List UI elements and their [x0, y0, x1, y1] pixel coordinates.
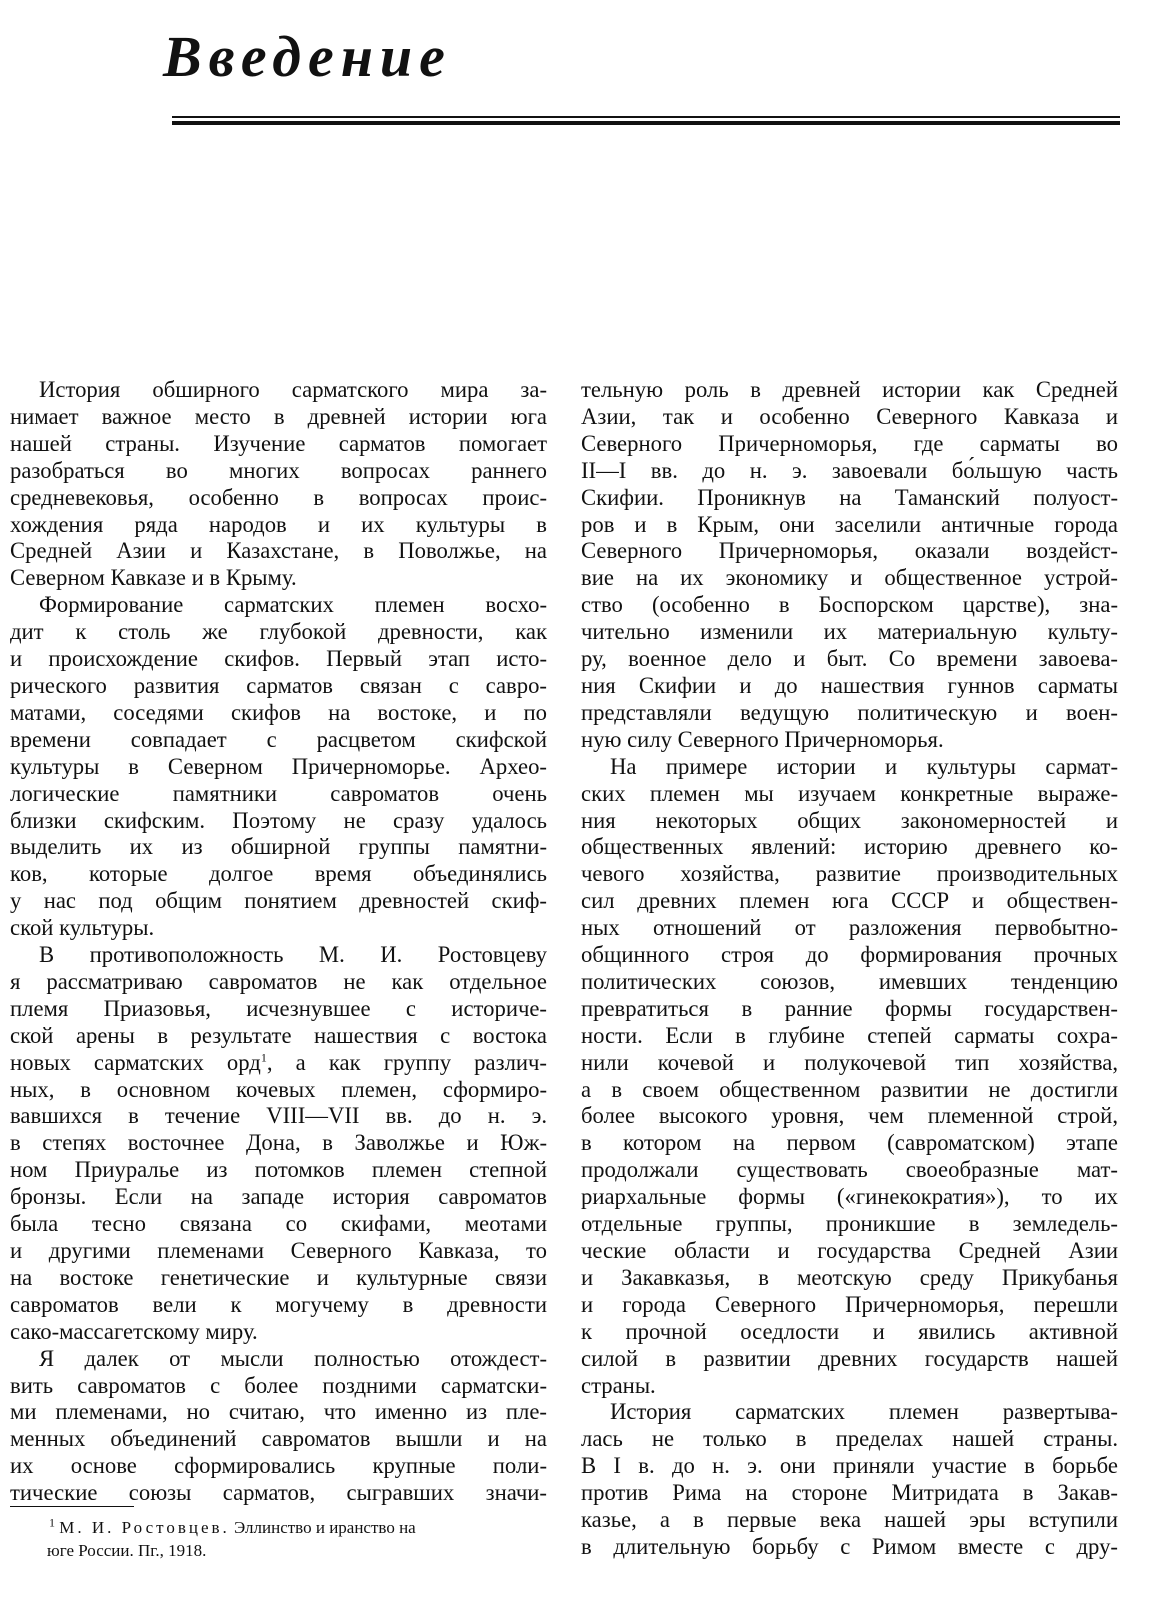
text-fragment: , а как группу различ-	[266, 1049, 547, 1075]
text-line: времени совпадает с расцветом скифской	[10, 726, 547, 752]
text-line: История сарматских племен развертыва-	[610, 1399, 1118, 1425]
text-line: логические памятники савроматов очень	[10, 780, 547, 806]
text-line: ской культуры.	[10, 915, 155, 941]
text-line: ческие области и государства Средней Азии	[581, 1238, 1118, 1263]
text-line: Северного Причерноморья, оказали воздейст-	[581, 538, 1118, 564]
text-line: разобраться во многих вопросах раннего	[10, 457, 547, 483]
text-line: сако-массагетскому миру.	[10, 1318, 258, 1344]
text-line: сил древних племен юга СССР и обществен-	[581, 888, 1118, 914]
text-line: представляли ведущую политическую и воен-	[581, 699, 1118, 725]
text-line: казье, а в первые века нашей эры вступили	[581, 1507, 1118, 1533]
text-line: Скифии. Проникнув на Таманский полуост-	[581, 484, 1118, 510]
text-line: выделить их из обширной группы памятни-	[10, 834, 547, 860]
text-line: ния Скифии и до нашествия гуннов сарматы	[581, 672, 1118, 698]
left-text-column	[10, 377, 547, 1507]
text-line: общинного строя до формирования прочных	[581, 942, 1118, 968]
text-line: на востоке генетические и культурные связи	[10, 1264, 547, 1290]
text-line: общественных явлений: историю древнего ко-	[581, 834, 1118, 860]
text-line: в длительную борьбу с Римом вместе с дру-	[581, 1533, 1118, 1559]
text-line: хождения ряда народов и их культуры в	[10, 511, 547, 537]
text-line: ми племенами, но считаю, что именно из пле-	[10, 1399, 547, 1425]
text-line: ров и в Крым, они заселили античные города	[581, 511, 1118, 537]
text-line: В противоположность М. И. Ростовцеву	[39, 942, 547, 968]
text-line: в котором на первом (савроматском) этапе	[581, 1130, 1118, 1156]
text-line: ру, военное дело и быт. Со времени завоева-	[581, 646, 1118, 672]
text-line: ство (особенно в Боспорском царстве), зна-	[581, 592, 1118, 618]
footnote-marker: 1	[49, 1515, 55, 1530]
text-line: а в своем общественном развитии не достигли	[581, 1076, 1118, 1102]
footnote-author: М. И. Ростовцев.	[59, 1518, 230, 1537]
text-line: Формирование сарматских племен восхо-	[39, 592, 547, 618]
text-line: рического развития сарматов связан с савро-	[10, 672, 547, 698]
text-line: нашей страны. Изучение сарматов помогает	[10, 430, 547, 456]
text-line: вить савроматов с более поздними сарматски-	[10, 1372, 547, 1398]
text-line: их основе сформировались крупные поли-	[10, 1453, 547, 1479]
text-line: нимает важное место в древней истории юга	[10, 403, 547, 429]
text-line: ности. Если в глубине степей сарматы сохра-	[581, 1022, 1118, 1048]
text-line: нили кочевой и полукочевой тип хозяйства,	[581, 1049, 1118, 1075]
text-line: Северного Причерноморья, где сарматы во	[581, 430, 1118, 456]
text-line: силой в развитии древних государств нашей	[581, 1345, 1118, 1371]
text-line: близки скифским. Поэтому не сразу удалось	[10, 807, 547, 833]
text-line: и происхождение скифов. Первый этап исто-	[10, 646, 547, 672]
text-line: средневековья, особенно в вопросах проис-	[10, 484, 547, 510]
text-line: менных объединений савроматов вышли и на	[10, 1426, 547, 1452]
text-line: против Рима на стороне Митридата в Закав-	[581, 1480, 1118, 1506]
title-double-rule	[172, 116, 1120, 125]
right-text-column	[581, 377, 1118, 1561]
text-line: в степях восточнее Дона, в Заволжье и Юж-	[10, 1130, 547, 1156]
text-line: ков, которые долгое время объединялись	[10, 861, 547, 887]
text-line: более высокого уровня, чем племенной строй,	[581, 1103, 1118, 1129]
text-line: была тесно связана со скифами, меотами	[10, 1211, 547, 1237]
text-line: племя Приазовья, исчезнувшее с историче-	[10, 995, 547, 1021]
text-line: у нас под общим понятием древностей скиф-	[10, 888, 547, 914]
text-line: матами, соседями скифов на востоке, и по	[10, 699, 547, 725]
text-line: чевого хозяйства, развитие производительных	[581, 861, 1118, 887]
text-line: политических союзов, имевших тенденцию	[581, 968, 1118, 994]
footnote	[49, 1516, 416, 1562]
text-line: ную силу Северного Причерноморья.	[581, 726, 944, 752]
text-line: вавшихся в течение VIII—VII вв. до н. э.	[10, 1103, 547, 1129]
text-line: ных, в основном кочевых племен, сформиро-	[10, 1076, 547, 1102]
text-line: и Закавказья, в меотскую среду Прикубанья	[581, 1264, 1118, 1290]
text-line: Я далек от мысли полностью отождест-	[39, 1345, 547, 1371]
text-line: ских племен мы изучаем конкретные выраже-	[581, 780, 1118, 806]
text-line: культуры в Северном Причерноморье. Архео-	[10, 753, 547, 779]
page-title: Введение	[163, 24, 452, 89]
text-line: ской арены в результате нашествия с востока	[10, 1022, 547, 1048]
text-line: и города Северного Причерноморья, перешли	[581, 1291, 1118, 1317]
text-line: чительно изменили их материальную культу-	[581, 619, 1118, 645]
footnote-divider	[10, 1506, 134, 1507]
footnote-line	[49, 1516, 416, 1539]
text-line: к прочной оседлости и явились активной	[581, 1318, 1118, 1344]
text-line: и другими племенами Северного Кавказа, то	[10, 1238, 547, 1263]
text-line: тельную роль в древней истории как Средней	[581, 377, 1118, 402]
text-line: страны.	[581, 1372, 656, 1398]
text-line: тические союзы сарматов, сыгравших значи-	[10, 1480, 547, 1506]
text-line: вие на их экономику и общественное устрой-	[581, 565, 1118, 591]
text-line: ния некоторых общих закономерностей и	[581, 807, 1118, 833]
footnote-text: Эллинство и иранство на	[234, 1518, 416, 1537]
text-line: продолжали существовать своеобразные мат-	[581, 1157, 1118, 1183]
text-line: савроматов вели к могучему в древности	[10, 1291, 547, 1317]
text-line: Азии, так и особенно Северного Кавказа и	[581, 403, 1118, 429]
text-line: II—I вв. до н. э. завоевали бо́льшую часть	[581, 457, 1118, 483]
text-line: В I в. до н. э. они приняли участие в борьбе	[581, 1453, 1118, 1479]
text-line: превратиться в ранние формы государствен-	[581, 995, 1118, 1021]
text-line: История обширного сарматского мира за-	[39, 377, 547, 402]
text-line: ных отношений от разложения первобытно-	[581, 915, 1118, 941]
text-line: бронзы. Если на западе история савроматов	[10, 1184, 547, 1210]
text-line: На примере истории и культуры сармат-	[610, 753, 1118, 779]
text-line: я рассматриваю савроматов не как отдельное	[10, 968, 547, 994]
text-line-with-footnote	[10, 1050, 547, 1077]
footnote-line: юге России. Пг., 1918.	[47, 1541, 207, 1560]
text-fragment: новых сарматских орд	[10, 1049, 261, 1075]
text-line: ном Приуралье из потомков племен степной	[10, 1157, 547, 1183]
text-line: риархальные формы («гинекократия»), то их	[581, 1184, 1118, 1210]
text-line: дит к столь же глубокой древности, как	[10, 619, 547, 645]
footnote-reference: 1	[260, 1050, 267, 1065]
text-line: Средней Азии и Казахстане, в Поволжье, на	[10, 538, 547, 564]
text-line: Северном Кавказе и в Крыму.	[10, 565, 297, 591]
text-line: лась не только в пределах нашей страны.	[581, 1426, 1118, 1452]
text-line: отдельные группы, проникшие в земледель-	[581, 1211, 1118, 1237]
